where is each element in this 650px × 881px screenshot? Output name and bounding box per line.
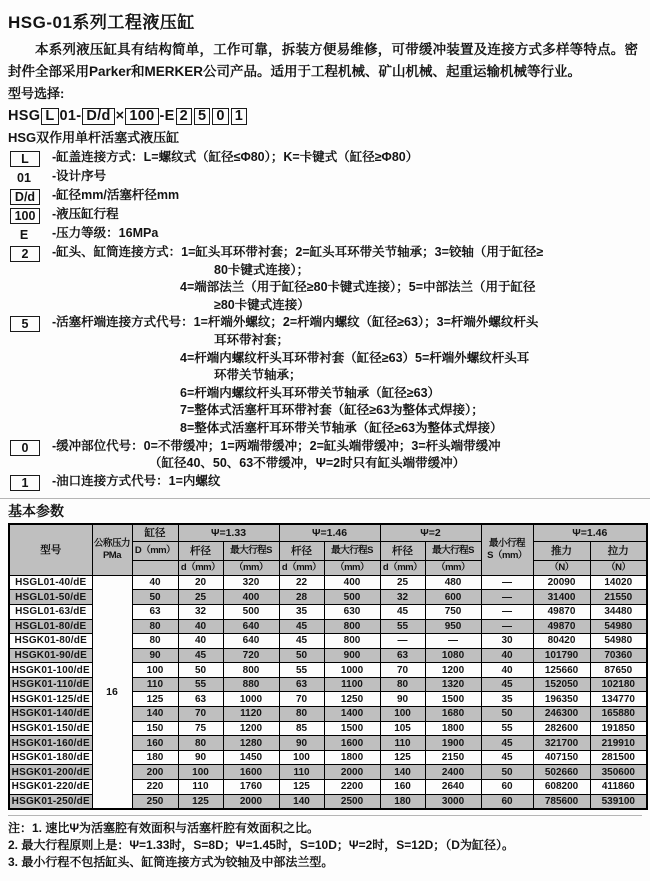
cell-bore: 180: [132, 750, 178, 765]
code-cell: [8, 244, 52, 263]
cell-push-force: 31400: [533, 590, 590, 605]
cell-stroke-133: 500: [223, 604, 279, 619]
code-cell: [8, 314, 52, 333]
code-item-line: -压力等级：16MPa: [52, 226, 159, 240]
code-item-line: ≥80卡键式连接）: [214, 297, 310, 312]
model-code-line: [8, 104, 642, 128]
cell-push-force: 49870: [533, 619, 590, 634]
cell-model: HSGK01-220/dE: [9, 780, 92, 795]
code-cell: [8, 149, 52, 168]
group-header-psi146: Ψ=1.46: [279, 524, 380, 542]
code-box: 0: [10, 440, 40, 456]
cell-stroke-2: 1080: [425, 648, 481, 663]
cell-pull-force: 21550: [590, 590, 647, 605]
cell-rod-2: 70: [380, 663, 425, 678]
cell-stroke-146: 1800: [324, 750, 380, 765]
pressure-label: 公称压力: [93, 537, 130, 549]
col-header-blank: [132, 560, 178, 575]
group-header-psi2: Ψ=2: [380, 524, 481, 542]
cell-rod-146: 63: [279, 677, 324, 692]
cell-stroke-133: 320: [223, 575, 279, 590]
code-cell: [8, 438, 52, 457]
code-label: E: [19, 228, 29, 242]
cell-push-force: 20090: [533, 575, 590, 590]
cell-rod-133: 75: [178, 721, 223, 736]
cell-pull-force: 87650: [590, 663, 647, 678]
col-header-pull: 拉力: [590, 541, 647, 560]
cell-rod-133: 63: [178, 692, 223, 707]
col-header-rod: 杆径: [178, 541, 223, 560]
cell-rod-133: 90: [178, 750, 223, 765]
basic-params-table: [8, 523, 648, 811]
page-title: HSG-01系列工程液压缸: [8, 13, 195, 32]
notes-block: [8, 815, 642, 871]
cell-rod-133: 100: [178, 765, 223, 780]
table-body: [9, 575, 647, 809]
cell-model: HSGK01-160/dE: [9, 736, 92, 751]
cell-model: HSGK01-125/dE: [9, 692, 92, 707]
code-item-line: 80卡键式连接）；: [214, 262, 310, 277]
cell-min-stroke: —: [481, 590, 533, 605]
model-code-stroke-box: 100: [125, 108, 158, 125]
cell-stroke-146: 1100: [324, 677, 380, 692]
cell-rod-133: 45: [178, 648, 223, 663]
cell-bore: 50: [132, 590, 178, 605]
cell-min-stroke: —: [481, 619, 533, 634]
cell-push-force: 502660: [533, 765, 590, 780]
group-header-psi146-force: Ψ=1.46: [533, 524, 647, 542]
cell-push-force: 282600: [533, 721, 590, 736]
model-description: HSG双作用单杆活塞式液压缸: [8, 130, 180, 145]
col-header-stroke-unit: （mm）: [425, 560, 481, 575]
cell-bore: 100: [132, 663, 178, 678]
cell-model: HSGK01-110/dE: [9, 677, 92, 692]
cell-rod-133: 80: [178, 736, 223, 751]
cell-stroke-2: 1900: [425, 736, 481, 751]
code-cell: [8, 225, 52, 244]
code-item-line: 4=端部法兰（用于缸径≥80卡键式连接）；5=中部法兰（用于缸径: [180, 280, 536, 295]
cell-push-force: 407150: [533, 750, 590, 765]
cell-rod-146: 70: [279, 692, 324, 707]
cell-rod-146: 55: [279, 663, 324, 678]
code-item-lines: [52, 244, 642, 314]
cell-push-force: 785600: [533, 794, 590, 809]
note-line: 3. 最小行程不包括缸头、缸筒连接方式为铰轴及中部法兰型。: [8, 855, 334, 870]
min-stroke-unit: S（mm）: [487, 549, 527, 561]
cell-rod-133: 25: [178, 590, 223, 605]
cell-rod-2: 25: [380, 575, 425, 590]
cell-stroke-146: 500: [324, 590, 380, 605]
cell-stroke-133: 1120: [223, 707, 279, 722]
code-item: [8, 168, 642, 187]
cell-bore: 90: [132, 648, 178, 663]
code-item-lines: [52, 314, 642, 437]
cell-rod-133: 40: [178, 619, 223, 634]
code-item-line: 6=杆端内螺纹杆头耳环带关节轴承（缸径≥63）: [180, 385, 441, 400]
cell-bore: 140: [132, 707, 178, 722]
model-code-times: ×: [115, 108, 125, 124]
col-header-stroke: 最大行程S: [324, 541, 380, 560]
cell-stroke-146: 1600: [324, 736, 380, 751]
cell-pull-force: 219910: [590, 736, 647, 751]
cell-stroke-133: 1600: [223, 765, 279, 780]
model-select-label: 型号选择:: [8, 86, 65, 101]
cell-stroke-146: 630: [324, 604, 380, 619]
cell-stroke-146: 1500: [324, 721, 380, 736]
min-stroke-label: 最小行程: [489, 537, 526, 549]
code-item-line: （缸径40、50、63不带缓冲，Ψ=2时只有缸头端带缓冲）: [149, 456, 466, 471]
section-divider: [0, 498, 650, 499]
model-code-digit-box: 2: [176, 108, 192, 125]
cell-model: HSGK01-250/dE: [9, 794, 92, 809]
cell-pull-force: 70360: [590, 648, 647, 663]
code-box: 5: [10, 316, 40, 332]
cell-min-stroke: 40: [481, 648, 533, 663]
cell-pull-force: 191850: [590, 721, 647, 736]
code-item-lines: [52, 149, 642, 167]
cell-rod-146: 50: [279, 648, 324, 663]
cell-rod-2: 90: [380, 692, 425, 707]
cell-pull-force: 14020: [590, 575, 647, 590]
code-item: [8, 244, 642, 314]
cell-rod-2: 45: [380, 604, 425, 619]
cell-bore: 80: [132, 619, 178, 634]
col-header-model: 型号: [9, 524, 92, 576]
cell-stroke-133: 1200: [223, 721, 279, 736]
code-box: D/d: [10, 189, 40, 205]
cell-rod-146: 85: [279, 721, 324, 736]
code-item-line: -活塞杆端连接方式代号：1=杆端外螺纹；2=杆端内螺纹（缸径≥63）；3=杆端外螺纹杆头: [52, 315, 539, 330]
cell-model: HSGK01-100/dE: [9, 663, 92, 678]
code-item: [8, 473, 642, 492]
cell-bore: 125: [132, 692, 178, 707]
cell-push-force: 49870: [533, 604, 590, 619]
cell-rod-2: 80: [380, 677, 425, 692]
cell-stroke-133: 2000: [223, 794, 279, 809]
cell-stroke-146: 1250: [324, 692, 380, 707]
cell-push-force: 101790: [533, 648, 590, 663]
intro-paragraph: 本系列液压缸具有结构简单，工作可靠，拆装方便易维修，可带缓冲装置及连接方式多样等特点。密封件全部采用Parker和MERKER公司产品。适用于工程机械、矿山机械、起重运输机械等行业。: [8, 42, 638, 79]
col-header-bore-unit: D（mm）: [132, 541, 178, 560]
cell-rod-2: —: [380, 634, 425, 649]
code-item: [8, 314, 642, 437]
code-label: 01: [17, 171, 31, 185]
cell-stroke-2: 1500: [425, 692, 481, 707]
cell-rod-146: 80: [279, 707, 324, 722]
cell-min-stroke: 50: [481, 765, 533, 780]
col-header-bore: 缸径: [132, 524, 178, 542]
col-header-push: 推力: [533, 541, 590, 560]
cell-pull-force: 134770: [590, 692, 647, 707]
cell-model: HSGK01-140/dE: [9, 707, 92, 722]
cell-stroke-2: 2400: [425, 765, 481, 780]
cell-rod-146: 35: [279, 604, 324, 619]
cell-rod-133: 40: [178, 634, 223, 649]
cell-push-force: 608200: [533, 780, 590, 795]
cell-stroke-2: 2150: [425, 750, 481, 765]
cell-min-stroke: 45: [481, 677, 533, 692]
cell-pull-force: 539100: [590, 794, 647, 809]
model-code-digit-box: 5: [194, 108, 210, 125]
cell-rod-2: 110: [380, 736, 425, 751]
model-code-digit-box: 1: [231, 108, 247, 125]
code-cell: [8, 206, 52, 225]
cell-bore: 80: [132, 634, 178, 649]
code-item: [8, 187, 642, 206]
cell-model: HSGL01-80/dE: [9, 619, 92, 634]
cell-min-stroke: —: [481, 575, 533, 590]
code-item-line: 环带关节轴承；: [214, 368, 302, 383]
cell-rod-146: 90: [279, 736, 324, 751]
cell-rod-146: 100: [279, 750, 324, 765]
col-header-rod-unit: d（mm）: [279, 560, 324, 575]
cell-rod-2: 100: [380, 707, 425, 722]
cell-stroke-146: 800: [324, 619, 380, 634]
code-item: [8, 149, 642, 168]
cell-push-force: 152050: [533, 677, 590, 692]
cell-pull-force: 54980: [590, 634, 647, 649]
cell-pull-force: 102180: [590, 677, 647, 692]
code-cell: [8, 473, 52, 492]
cell-rod-146: 125: [279, 780, 324, 795]
cell-rod-146: 22: [279, 575, 324, 590]
code-item-lines: [52, 168, 642, 186]
col-header-rod: 杆径: [380, 541, 425, 560]
cell-stroke-2: 1320: [425, 677, 481, 692]
code-item-lines: [52, 206, 642, 224]
code-item-line: 耳环带衬套；: [214, 332, 290, 347]
cell-bore: 110: [132, 677, 178, 692]
cell-model: HSGK01-150/dE: [9, 721, 92, 736]
col-header-stroke-unit: （mm）: [324, 560, 380, 575]
code-item-line: 7=整体式活塞杆耳环带衬套（缸径≥63为整体式焊接）；: [180, 403, 484, 418]
cell-model: HSGK01-80/dE: [9, 634, 92, 649]
col-header-rod: 杆径: [279, 541, 324, 560]
cell-rod-133: 50: [178, 663, 223, 678]
code-box: 2: [10, 246, 40, 262]
cell-bore: 63: [132, 604, 178, 619]
cell-bore: 150: [132, 721, 178, 736]
model-code-cap-box: L: [41, 108, 58, 125]
cell-min-stroke: 45: [481, 736, 533, 751]
cell-push-force: 80420: [533, 634, 590, 649]
cell-rod-133: 125: [178, 794, 223, 809]
cell-bore: 40: [132, 575, 178, 590]
col-header-stroke: 最大行程S: [425, 541, 481, 560]
cell-min-stroke: 50: [481, 707, 533, 722]
code-item-line: 4=杆端内螺纹杆头耳环带衬套（缸径≥63）5=杆端外螺纹杆头耳: [180, 350, 530, 365]
code-item-line: -设计序号: [52, 169, 107, 183]
cell-bore: 220: [132, 780, 178, 795]
cell-rod-146: 28: [279, 590, 324, 605]
code-item: [8, 206, 642, 225]
cell-stroke-133: 640: [223, 634, 279, 649]
cell-pull-force: 165880: [590, 707, 647, 722]
cell-stroke-146: 2000: [324, 765, 380, 780]
col-header-force-unit: （N）: [590, 560, 647, 575]
model-code-bore-box: D/d: [82, 108, 114, 125]
code-item-line: 8=整体式活塞杆耳环带关节轴承（缸径≥63为整体式焊接）: [180, 420, 503, 435]
code-box: 100: [10, 208, 40, 224]
model-code-mid1: 01-: [59, 108, 82, 124]
code-box: 1: [10, 475, 40, 491]
col-header-pressure: [92, 524, 132, 576]
cell-bore: 250: [132, 794, 178, 809]
cell-pull-force: 34480: [590, 604, 647, 619]
cell-stroke-146: 2200: [324, 780, 380, 795]
table-row: [9, 575, 647, 590]
cell-stroke-133: 1000: [223, 692, 279, 707]
col-header-rod-unit: d（mm）: [178, 560, 223, 575]
model-code-mid2: -E: [159, 108, 175, 124]
cell-stroke-146: 1000: [324, 663, 380, 678]
model-code-prefix: HSG: [8, 108, 41, 124]
cell-rod-133: 20: [178, 575, 223, 590]
cell-min-stroke: 40: [481, 663, 533, 678]
cell-rod-133: 70: [178, 707, 223, 722]
cell-stroke-146: 2500: [324, 794, 380, 809]
cell-rod-2: 140: [380, 765, 425, 780]
cell-pull-force: 411860: [590, 780, 647, 795]
cell-rod-133: 32: [178, 604, 223, 619]
cell-min-stroke: 45: [481, 750, 533, 765]
cell-stroke-2: 1680: [425, 707, 481, 722]
col-header-min-stroke: [481, 524, 533, 576]
cell-model: HSGL01-63/dE: [9, 604, 92, 619]
cell-stroke-2: 750: [425, 604, 481, 619]
code-item-lines: [52, 473, 642, 491]
cell-stroke-2: 2640: [425, 780, 481, 795]
cell-stroke-2: 600: [425, 590, 481, 605]
col-header-stroke: 最大行程S: [223, 541, 279, 560]
cell-rod-146: 45: [279, 634, 324, 649]
cell-rod-2: 55: [380, 619, 425, 634]
code-item: [8, 438, 642, 473]
cell-push-force: 321700: [533, 736, 590, 751]
code-item-lines: [52, 438, 642, 473]
cell-stroke-133: 1450: [223, 750, 279, 765]
cell-stroke-133: 800: [223, 663, 279, 678]
cell-pull-force: 54980: [590, 619, 647, 634]
cell-min-stroke: 35: [481, 692, 533, 707]
cell-min-stroke: 55: [481, 721, 533, 736]
col-header-rod-unit: d（mm）: [380, 560, 425, 575]
cell-rod-146: 45: [279, 619, 324, 634]
cell-model: HSGL01-40/dE: [9, 575, 92, 590]
cell-nominal-pressure: 16: [92, 575, 132, 809]
code-cell: [8, 187, 52, 206]
cell-model: HSGL01-50/dE: [9, 590, 92, 605]
cell-stroke-2: 950: [425, 619, 481, 634]
code-items: [8, 149, 642, 492]
cell-min-stroke: —: [481, 604, 533, 619]
cell-stroke-2: 1800: [425, 721, 481, 736]
col-header-force-unit: （N）: [533, 560, 590, 575]
cell-rod-2: 125: [380, 750, 425, 765]
code-item-line: -缓冲部位代号：0=不带缓冲；1=两端带缓冲；2=缸头端带缓冲；3=杆头端带缓冲: [52, 438, 501, 453]
cell-bore: 200: [132, 765, 178, 780]
cell-stroke-146: 900: [324, 648, 380, 663]
code-item-line: -缸头、缸筒连接方式：1=缸头耳环带衬套；2=缸头耳环带关节轴承；3=铰轴（用于缸径≥: [52, 245, 544, 259]
cell-pull-force: 350600: [590, 765, 647, 780]
cell-rod-146: 110: [279, 765, 324, 780]
cell-push-force: 196350: [533, 692, 590, 707]
cell-stroke-146: 400: [324, 575, 380, 590]
table-header: [9, 524, 647, 576]
cell-model: HSGK01-200/dE: [9, 765, 92, 780]
cell-stroke-2: —: [425, 634, 481, 649]
code-item-line: -液压缸行程: [52, 207, 119, 221]
cell-stroke-133: 400: [223, 590, 279, 605]
cell-stroke-2: 480: [425, 575, 481, 590]
model-code-digit-box: 0: [212, 108, 228, 125]
code-item: [8, 225, 642, 244]
pressure-unit: PMa: [102, 549, 122, 561]
cell-stroke-2: 1200: [425, 663, 481, 678]
cell-min-stroke: 60: [481, 780, 533, 795]
cell-rod-2: 32: [380, 590, 425, 605]
cell-rod-2: 160: [380, 780, 425, 795]
cell-min-stroke: 60: [481, 794, 533, 809]
code-item-line: -缸径mm/活塞杆径mm: [52, 188, 180, 202]
cell-rod-2: 63: [380, 648, 425, 663]
note-line: 注：1. 速比Ψ为活塞腔有效面积与活塞杆腔有效面积之比。: [8, 821, 320, 836]
cell-push-force: 246300: [533, 707, 590, 722]
cell-stroke-133: 640: [223, 619, 279, 634]
code-item-line: -缸盖连接方式：L=螺纹式（缸径≤Φ80）；K=卡键式（缸径≥Φ80）: [52, 150, 419, 164]
col-header-stroke-unit: （mm）: [223, 560, 279, 575]
cell-push-force: 125660: [533, 663, 590, 678]
cell-min-stroke: 30: [481, 634, 533, 649]
cell-stroke-2: 3000: [425, 794, 481, 809]
cell-stroke-146: 800: [324, 634, 380, 649]
code-box: L: [10, 151, 40, 167]
code-cell: [8, 168, 52, 187]
group-header-psi133: Ψ=1.33: [178, 524, 279, 542]
cell-stroke-133: 720: [223, 648, 279, 663]
cell-model: HSGK01-180/dE: [9, 750, 92, 765]
note-line: 2. 最大行程原则上是：Ψ=1.33时，S=8D；Ψ=1.45时，S=10D；Ψ=2时，S=12D；（D为缸径）。: [8, 838, 514, 853]
cell-bore: 160: [132, 736, 178, 751]
cell-rod-146: 140: [279, 794, 324, 809]
section-title-basic-params: 基本参数: [8, 502, 64, 519]
code-item-lines: [52, 225, 642, 243]
cell-stroke-133: 1280: [223, 736, 279, 751]
cell-rod-2: 105: [380, 721, 425, 736]
cell-rod-133: 110: [178, 780, 223, 795]
code-item-lines: [52, 187, 642, 205]
cell-stroke-133: 880: [223, 677, 279, 692]
cell-rod-2: 180: [380, 794, 425, 809]
cell-stroke-133: 1760: [223, 780, 279, 795]
cell-pull-force: 281500: [590, 750, 647, 765]
code-item-line: -油口连接方式代号：1=内螺纹: [52, 473, 221, 488]
cell-stroke-146: 1400: [324, 707, 380, 722]
cell-rod-133: 55: [178, 677, 223, 692]
cell-model: HSGK01-90/dE: [9, 648, 92, 663]
